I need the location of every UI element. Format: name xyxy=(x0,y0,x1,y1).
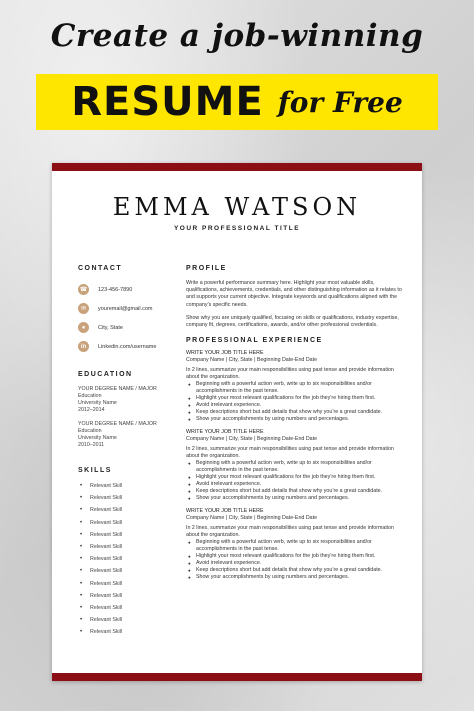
job-bullet: ● Highlight your most relevant qualifications for the job they’re hiring them first. xyxy=(196,395,406,402)
job-bullets xyxy=(186,539,406,581)
linkedin-icon: in xyxy=(78,341,89,352)
job-title: WRITE YOUR JOB TITLE HERE xyxy=(186,350,264,357)
email-icon: ✉ xyxy=(78,303,89,314)
skill-label: Relevant Skill xyxy=(90,519,123,526)
profile-paragraph: Write a powerful performance summary here. Highlight your most valuable skills, qualifications, achievements, credentials, and other distinguishing information as it relates to and supports your current objective. Integrate keywords and qualifications aligned with the company’s specific needs. xyxy=(186,280,402,308)
profile-paragraph: Show why you are uniquely qualified, focusing on skills or qualifications, industry expertise, company fit, degrees, certifications, awards, and/or other professional credentials. xyxy=(186,314,399,329)
edu-years: 2012–2014 xyxy=(78,407,105,413)
job-bullet: ● Avoid irrelevant experience. xyxy=(196,402,406,409)
skill-item xyxy=(78,517,178,529)
contact-item xyxy=(78,318,178,337)
contact-linkedin: Linkedin.com/username xyxy=(98,343,157,350)
skill-item xyxy=(78,590,178,602)
skill-label: Relevant Skill xyxy=(90,592,123,599)
job-bullet: ● Highlight your most relevant qualifications for the job they’re hiring them first. xyxy=(196,474,406,481)
job-bullet: ● Show your accomplishments by using numbers and percentages. xyxy=(196,416,406,423)
skill-label: Relevant Skill xyxy=(90,531,123,538)
skill-label: Relevant Skill xyxy=(90,580,123,587)
bullet-icon: • xyxy=(80,483,83,490)
job-bullet: ● Keep descriptions short but add details that show why you’re a great candidate. xyxy=(196,567,406,574)
resume-right-column xyxy=(186,265,406,587)
skill-item xyxy=(78,553,178,565)
edu-field: Education xyxy=(78,428,102,434)
contact-heading: CONTACT xyxy=(78,265,123,272)
resume-banner xyxy=(36,74,438,130)
edu-degree: YOUR DEGREE NAME / MAJOR xyxy=(78,386,157,392)
contact-phone: 123-456-7890 xyxy=(98,286,133,293)
location-icon: ● xyxy=(78,322,89,333)
skill-label: Relevant Skill xyxy=(90,495,123,502)
edu-years: 2010–2011 xyxy=(78,442,105,448)
banner-sub-text: for Free xyxy=(277,85,403,119)
job-company: Company Name | City, State | Beginning Date-End Date xyxy=(186,436,318,443)
job-company: Company Name | City, State | Beginning Date-End Date xyxy=(186,357,318,364)
job-bullet: ● Show your accomplishments by using numbers and percentages. xyxy=(196,495,406,502)
skill-item xyxy=(78,614,178,626)
skill-item xyxy=(78,492,178,504)
job-bullet: ● Beginning with a powerful action verb, write up to six responsibilities and/or accomplishments in the past tense. xyxy=(196,539,406,553)
resume-professional-title: YOUR PROFESSIONAL TITLE xyxy=(173,225,301,232)
job-bullet: ● Avoid irrelevant experience. xyxy=(196,481,406,488)
skill-label: Relevant Skill xyxy=(90,507,123,514)
education-entry xyxy=(78,386,178,414)
contact-item xyxy=(78,299,178,318)
job-description: In 2 lines, summarize your main responsibilities using past tense and provide information about the organization. xyxy=(186,446,394,460)
job-bullet: ● Keep descriptions short but add details that show why you’re a great candidate. xyxy=(196,409,406,416)
job-bullet: ● Avoid irrelevant experience. xyxy=(196,560,406,567)
job-bullets xyxy=(186,460,406,502)
contact-email: youremail@gmail.com xyxy=(98,305,153,312)
skills-heading: SKILLS xyxy=(78,467,112,474)
job-bullet: ● Beginning with a powerful action verb, write up to six responsibilities and/or accomplishments in the past tense. xyxy=(196,460,406,474)
bullet-icon: • xyxy=(80,495,83,502)
job-description: In 2 lines, summarize your main responsibilities using past tense and provide information about the organization. xyxy=(186,525,394,539)
skill-label: Relevant Skill xyxy=(90,544,123,551)
job-bullet: ● Show your accomplishments by using numbers and percentages. xyxy=(196,574,406,581)
contact-item xyxy=(78,337,178,356)
job-title: WRITE YOUR JOB TITLE HERE xyxy=(186,429,264,436)
phone-icon: ☎ xyxy=(78,284,89,295)
skill-item xyxy=(78,529,178,541)
skill-item xyxy=(78,480,178,492)
skill-label: Relevant Skill xyxy=(90,568,123,575)
skill-label: Relevant Skill xyxy=(90,604,123,611)
contact-item xyxy=(78,280,178,299)
job-company: Company Name | City, State | Beginning Date-End Date xyxy=(186,515,318,522)
bullet-icon: • xyxy=(80,519,83,526)
education-heading: EDUCATION xyxy=(78,371,133,378)
skill-label: Relevant Skill xyxy=(90,556,123,563)
bullet-icon: • xyxy=(80,568,83,575)
skill-label: Relevant Skill xyxy=(90,629,123,636)
skills-list xyxy=(78,480,178,638)
edu-degree: YOUR DEGREE NAME / MAJOR xyxy=(78,421,157,427)
bullet-icon: • xyxy=(80,617,83,624)
job-entry xyxy=(186,429,406,502)
resume-preview xyxy=(52,163,422,681)
skill-label: Relevant Skill xyxy=(90,617,123,624)
skill-item xyxy=(78,602,178,614)
skill-label: Relevant Skill xyxy=(90,483,123,490)
bullet-icon: • xyxy=(80,580,83,587)
job-entry xyxy=(186,508,406,581)
skill-item xyxy=(78,541,178,553)
job-entry xyxy=(186,350,406,423)
skill-item xyxy=(78,578,178,590)
resume-name: EMMA WATSON xyxy=(112,193,362,221)
job-description: In 2 lines, summarize your main responsibilities using past tense and provide information about the organization. xyxy=(186,367,394,381)
bullet-icon: • xyxy=(80,507,83,514)
education-entry xyxy=(78,421,178,449)
job-bullets xyxy=(186,381,406,423)
bullet-icon: • xyxy=(80,604,83,611)
experience-heading: PROFESSIONAL EXPERIENCE xyxy=(186,337,323,345)
bullet-icon: • xyxy=(80,531,83,538)
banner-main-text: RESUME xyxy=(71,79,264,125)
resume-bottom-bar xyxy=(52,673,422,681)
bullet-icon: • xyxy=(80,556,83,563)
edu-school: University Name xyxy=(78,435,117,441)
headline: Create a job-winning xyxy=(50,18,424,54)
contact-location: City, State xyxy=(98,324,123,331)
skill-item xyxy=(78,504,178,516)
resume-top-bar xyxy=(52,163,422,171)
skill-item xyxy=(78,626,178,638)
bullet-icon: • xyxy=(80,592,83,599)
skill-item xyxy=(78,565,178,577)
job-title: WRITE YOUR JOB TITLE HERE xyxy=(186,508,264,515)
edu-field: Education xyxy=(78,393,102,399)
bullet-icon: • xyxy=(80,629,83,636)
edu-school: University Name xyxy=(78,400,117,406)
bullet-icon: • xyxy=(80,544,83,551)
profile-heading: PROFILE xyxy=(186,265,227,272)
job-bullet: ● Highlight your most relevant qualifications for the job they’re hiring them first. xyxy=(196,553,406,560)
job-bullet: ● Keep descriptions short but add details that show why you’re a great candidate. xyxy=(196,488,406,495)
job-bullet: ● Beginning with a powerful action verb, write up to six responsibilities and/or accomplishments in the past tense. xyxy=(196,381,406,395)
resume-left-column xyxy=(78,265,178,638)
